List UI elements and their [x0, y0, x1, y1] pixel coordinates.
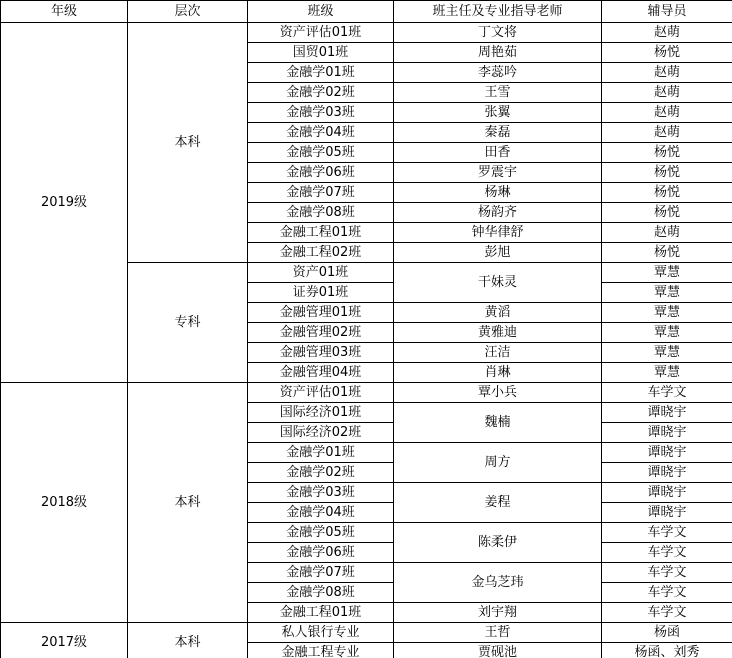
class-cell: 金融学06班 — [248, 543, 394, 563]
teacher-cell: 肖琳 — [394, 363, 602, 383]
class-cell: 资产01班 — [248, 263, 394, 283]
class-cell: 金融学01班 — [248, 63, 394, 83]
teacher-cell: 钟华律舒 — [394, 223, 602, 243]
class-cell: 私人银行专业 — [248, 623, 394, 643]
teacher-cell: 周艳茹 — [394, 43, 602, 63]
counselor-cell: 杨悦 — [602, 203, 732, 223]
counselor-cell: 车学文 — [602, 603, 732, 623]
teacher-cell: 杨琳 — [394, 183, 602, 203]
teacher-cell: 周方 — [394, 443, 602, 483]
teacher-cell: 刘宇翔 — [394, 603, 602, 623]
counselor-cell: 车学文 — [602, 583, 732, 603]
counselor-cell: 杨悦 — [602, 183, 732, 203]
teacher-cell: 姜程 — [394, 483, 602, 523]
level-cell: 本科 — [128, 383, 248, 623]
class-cell: 金融学01班 — [248, 443, 394, 463]
class-cell: 金融学05班 — [248, 523, 394, 543]
counselor-cell: 覃慧 — [602, 263, 732, 283]
teacher-cell: 秦磊 — [394, 123, 602, 143]
teacher-cell: 陈柔伊 — [394, 523, 602, 563]
level-cell: 专科 — [128, 263, 248, 383]
class-cell: 金融学03班 — [248, 483, 394, 503]
class-cell: 国际经济02班 — [248, 423, 394, 443]
counselor-cell: 赵萌 — [602, 23, 732, 43]
counselor-cell: 覃慧 — [602, 303, 732, 323]
teacher-cell: 李蕊吟 — [394, 63, 602, 83]
class-cell: 金融学06班 — [248, 163, 394, 183]
class-cell: 金融管理01班 — [248, 303, 394, 323]
class-cell: 金融管理04班 — [248, 363, 394, 383]
teacher-cell: 汪洁 — [394, 343, 602, 363]
counselor-cell: 覃慧 — [602, 363, 732, 383]
counselor-cell: 杨悦 — [602, 163, 732, 183]
teacher-cell: 张翼 — [394, 103, 602, 123]
counselor-cell: 谭晓宇 — [602, 463, 732, 483]
teacher-cell: 田香 — [394, 143, 602, 163]
teacher-cell: 金乌芝玮 — [394, 563, 602, 603]
header-level: 层次 — [128, 1, 248, 23]
class-cell: 金融学07班 — [248, 563, 394, 583]
class-cell: 金融学08班 — [248, 583, 394, 603]
counselor-cell: 杨悦 — [602, 143, 732, 163]
counselor-cell: 杨悦 — [602, 43, 732, 63]
counselor-cell: 覃慧 — [602, 323, 732, 343]
counselor-cell: 车学文 — [602, 543, 732, 563]
year-cell: 2019级 — [1, 23, 128, 383]
year-cell: 2018级 — [1, 383, 128, 623]
teacher-cell: 魏楠 — [394, 403, 602, 443]
class-cell: 金融工程01班 — [248, 223, 394, 243]
teacher-cell: 贾砚池 — [394, 643, 602, 658]
class-cell: 金融学07班 — [248, 183, 394, 203]
counselor-cell: 赵萌 — [602, 223, 732, 243]
header-row — [1, 1, 732, 23]
table-row — [1, 23, 732, 43]
counselor-cell: 赵萌 — [602, 83, 732, 103]
class-cell: 金融工程专业 — [248, 643, 394, 658]
teacher-cell: 黄滔 — [394, 303, 602, 323]
class-cell: 金融学02班 — [248, 83, 394, 103]
counselor-cell: 赵萌 — [602, 63, 732, 83]
class-cell: 金融学04班 — [248, 503, 394, 523]
header-teacher: 班主任及专业指导老师 — [394, 1, 602, 23]
header-class: 班级 — [248, 1, 394, 23]
class-cell: 金融工程01班 — [248, 603, 394, 623]
class-cell: 金融管理03班 — [248, 343, 394, 363]
class-cell: 金融管理02班 — [248, 323, 394, 343]
teacher-cell: 王雪 — [394, 83, 602, 103]
counselor-cell: 车学文 — [602, 383, 732, 403]
roster-body — [1, 23, 732, 658]
teacher-cell: 干妹灵 — [394, 263, 602, 303]
class-cell: 资产评估01班 — [248, 383, 394, 403]
teacher-cell: 杨韵齐 — [394, 203, 602, 223]
teacher-cell: 覃小兵 — [394, 383, 602, 403]
counselor-cell: 杨函、刘秀 — [602, 643, 732, 658]
class-cell: 证券01班 — [248, 283, 394, 303]
level-cell: 本科 — [128, 623, 248, 658]
teacher-cell: 丁文将 — [394, 23, 602, 43]
class-cell: 金融学05班 — [248, 143, 394, 163]
class-cell: 国贸01班 — [248, 43, 394, 63]
year-cell: 2017级 — [1, 623, 128, 658]
header-year: 年级 — [1, 1, 128, 23]
counselor-cell: 杨悦 — [602, 243, 732, 263]
counselor-cell: 谭晓宇 — [602, 443, 732, 463]
header-counselor: 辅导员 — [602, 1, 732, 23]
counselor-cell: 赵萌 — [602, 123, 732, 143]
counselor-cell: 赵萌 — [602, 103, 732, 123]
class-cell: 金融学02班 — [248, 463, 394, 483]
counselor-cell: 车学文 — [602, 563, 732, 583]
table-row — [1, 383, 732, 403]
counselor-cell: 谭晓宇 — [602, 403, 732, 423]
class-cell: 金融工程02班 — [248, 243, 394, 263]
class-cell: 资产评估01班 — [248, 23, 394, 43]
counselor-cell: 谭晓宇 — [602, 483, 732, 503]
teacher-cell: 彭旭 — [394, 243, 602, 263]
teacher-cell: 王哲 — [394, 623, 602, 643]
teacher-cell: 黄雅迪 — [394, 323, 602, 343]
counselor-cell: 谭晓宇 — [602, 503, 732, 523]
class-cell: 金融学04班 — [248, 123, 394, 143]
level-cell: 本科 — [128, 23, 248, 263]
class-cell: 金融学08班 — [248, 203, 394, 223]
counselor-cell: 杨函 — [602, 623, 732, 643]
teacher-cell: 罗震宇 — [394, 163, 602, 183]
counselor-cell: 覃慧 — [602, 283, 732, 303]
class-cell: 国际经济01班 — [248, 403, 394, 423]
class-cell: 金融学03班 — [248, 103, 394, 123]
table-row — [1, 623, 732, 643]
counselor-cell: 覃慧 — [602, 343, 732, 363]
counselor-cell: 车学文 — [602, 523, 732, 543]
counselor-cell: 谭晓宇 — [602, 423, 732, 443]
